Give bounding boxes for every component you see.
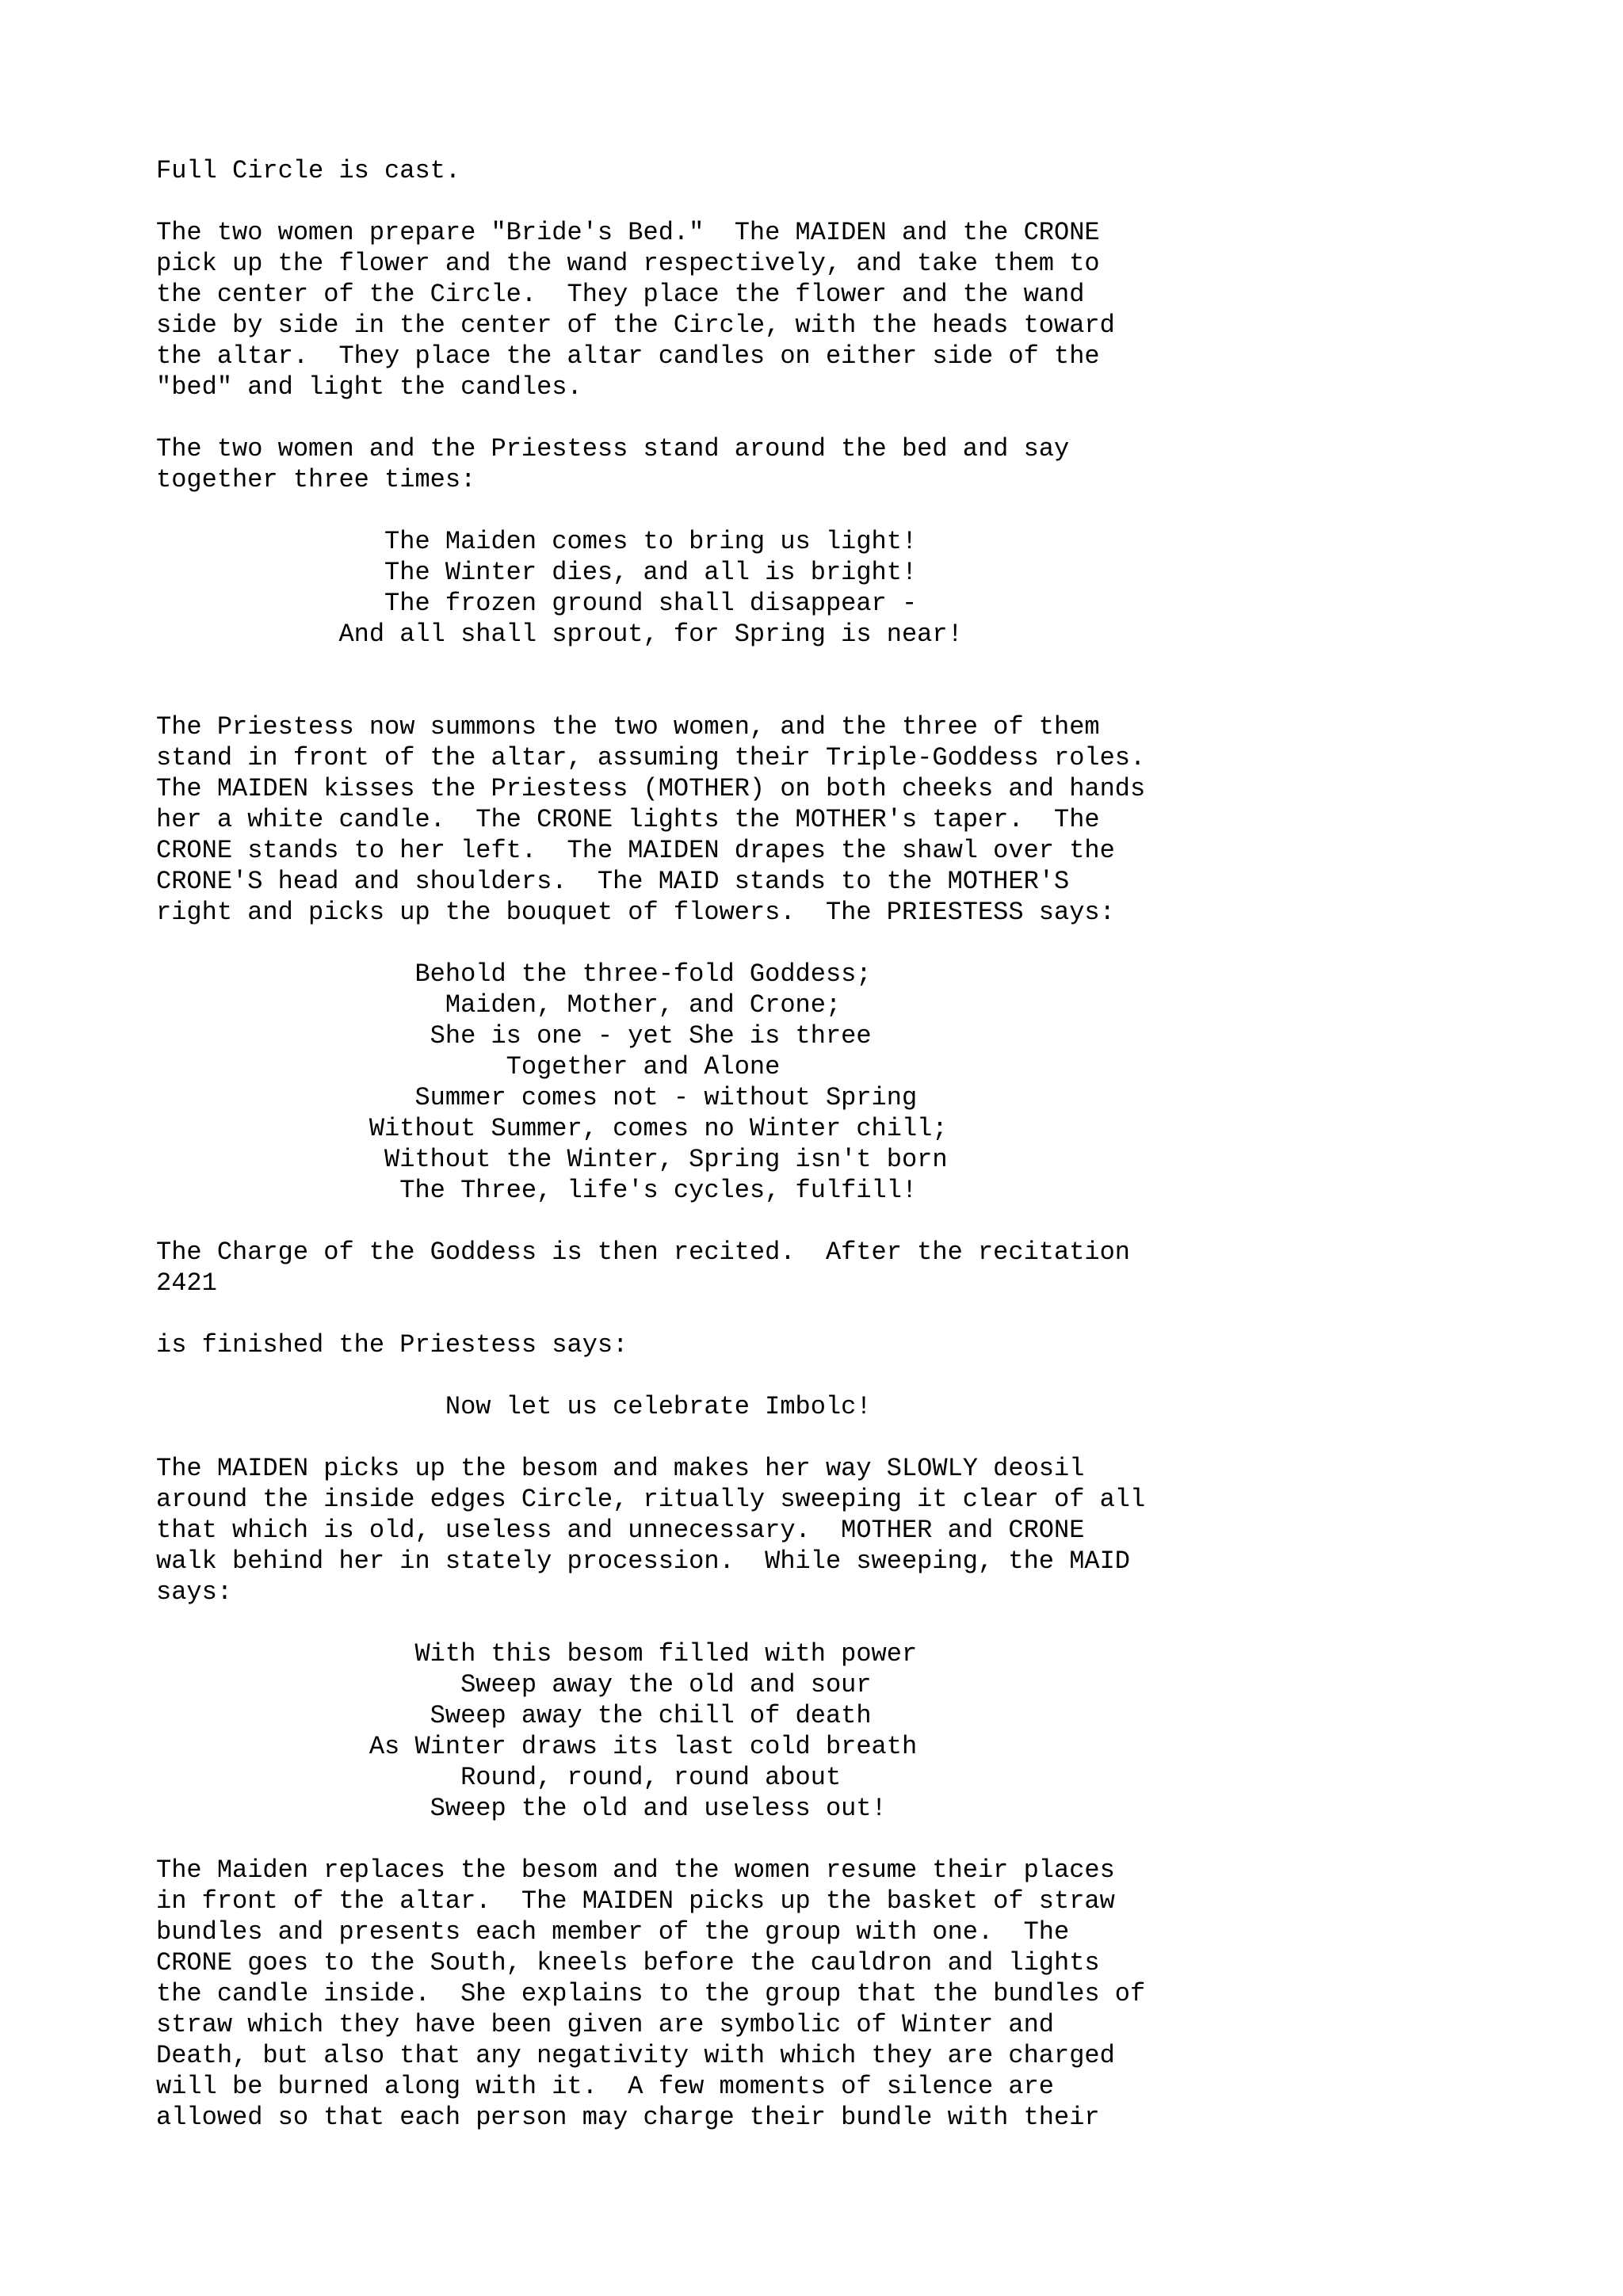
text-line: in front of the altar. The MAIDEN picks up the basket of straw <box>156 1886 1115 1916</box>
verse-line: Sweep the old and useless out! <box>156 1794 887 1823</box>
verse-line: Without the Winter, Spring isn't born <box>156 1145 948 1174</box>
text-line: will be burned along with it. A few moments of silence are <box>156 2072 1054 2101</box>
text-line: is finished the Priestess says: <box>156 1330 628 1360</box>
text-line: The two women and the Priestess stand around the bed and say <box>156 434 1070 463</box>
text-line: Death, but also that any negativity with which they are charged <box>156 2041 1115 2070</box>
text-line: the altar. They place the altar candles on either side of the <box>156 341 1100 371</box>
text-line: stand in front of the altar, assuming their Triple-Goddess roles. <box>156 743 1146 772</box>
verse-line: The Winter dies, and all is bright! <box>156 558 918 587</box>
text-line: side by side in the center of the Circle, with the heads toward <box>156 311 1115 340</box>
text-line: walk behind her in stately procession. While sweeping, the MAID <box>156 1547 1130 1576</box>
text-line: The Priestess now summons the two women, and the three of them <box>156 712 1100 742</box>
text-line: straw which they have been given are symbolic of Winter and <box>156 2010 1054 2039</box>
verse-line: The Maiden comes to bring us light! <box>156 527 918 556</box>
text-line: says: <box>156 1577 233 1607</box>
text-line: CRONE stands to her left. The MAIDEN drapes the shawl over the <box>156 836 1115 865</box>
text-line: that which is old, useless and unnecessary. MOTHER and CRONE <box>156 1516 1085 1545</box>
verse-line: Sweep away the chill of death <box>156 1701 872 1730</box>
verse-line: Summer comes not - without Spring <box>156 1083 918 1112</box>
text-line: Full Circle is cast. <box>156 156 461 185</box>
text-line: pick up the flower and the wand respectively, and take them to <box>156 249 1100 278</box>
text-line: together three times: <box>156 465 476 494</box>
text-line: The MAIDEN kisses the Priestess (MOTHER) on both cheeks and hands <box>156 774 1146 803</box>
text-line: allowed so that each person may charge their bundle with their <box>156 2103 1100 2132</box>
verse-line: Without Summer, comes no Winter chill; <box>156 1114 948 1143</box>
text-line: CRONE goes to the South, kneels before the cauldron and lights <box>156 1948 1100 1978</box>
verse-line: Now let us celebrate Imbolc! <box>156 1392 872 1421</box>
text-line: "bed" and light the candles. <box>156 372 582 402</box>
verse-line: Round, round, round about <box>156 1763 842 1792</box>
verse-line: Sweep away the old and sour <box>156 1670 872 1699</box>
verse-line: The frozen ground shall disappear - <box>156 589 918 618</box>
verse-line: She is one - yet She is three <box>156 1021 872 1051</box>
text-line: right and picks up the bouquet of flowers. The PRIESTESS says: <box>156 898 1115 927</box>
text-line: bundles and presents each member of the group with one. The <box>156 1917 1070 1947</box>
page-number: 2421 <box>156 1268 217 1298</box>
verse-line: Maiden, Mother, and Crone; <box>156 990 842 1020</box>
text-line: the center of the Circle. They place the flower and the wand <box>156 280 1085 309</box>
verse-line: The Three, life's cycles, fulfill! <box>156 1176 918 1205</box>
verse-line: And all shall sprout, for Spring is near! <box>156 620 963 649</box>
text-line: The two women prepare "Bride's Bed." The MAIDEN and the CRONE <box>156 218 1100 247</box>
text-line: around the inside edges Circle, ritually sweeping it clear of all <box>156 1485 1146 1514</box>
text-line: The Charge of the Goddess is then recited. After the recitation <box>156 1238 1130 1267</box>
text-line: her a white candle. The CRONE lights the MOTHER's taper. The <box>156 805 1100 834</box>
text-line: The MAIDEN picks up the besom and makes her way SLOWLY deosil <box>156 1454 1085 1483</box>
verse-line: As Winter draws its last cold breath <box>156 1732 918 1761</box>
verse-line: Behold the three-fold Goddess; <box>156 959 872 989</box>
text-line: the candle inside. She explains to the group that the bundles of <box>156 1979 1146 2008</box>
verse-line: With this besom filled with power <box>156 1639 918 1669</box>
text-line: The Maiden replaces the besom and the women resume their places <box>156 1855 1115 1885</box>
verse-line: Together and Alone <box>156 1052 781 1081</box>
text-line: CRONE'S head and shoulders. The MAID stands to the MOTHER'S <box>156 867 1070 896</box>
